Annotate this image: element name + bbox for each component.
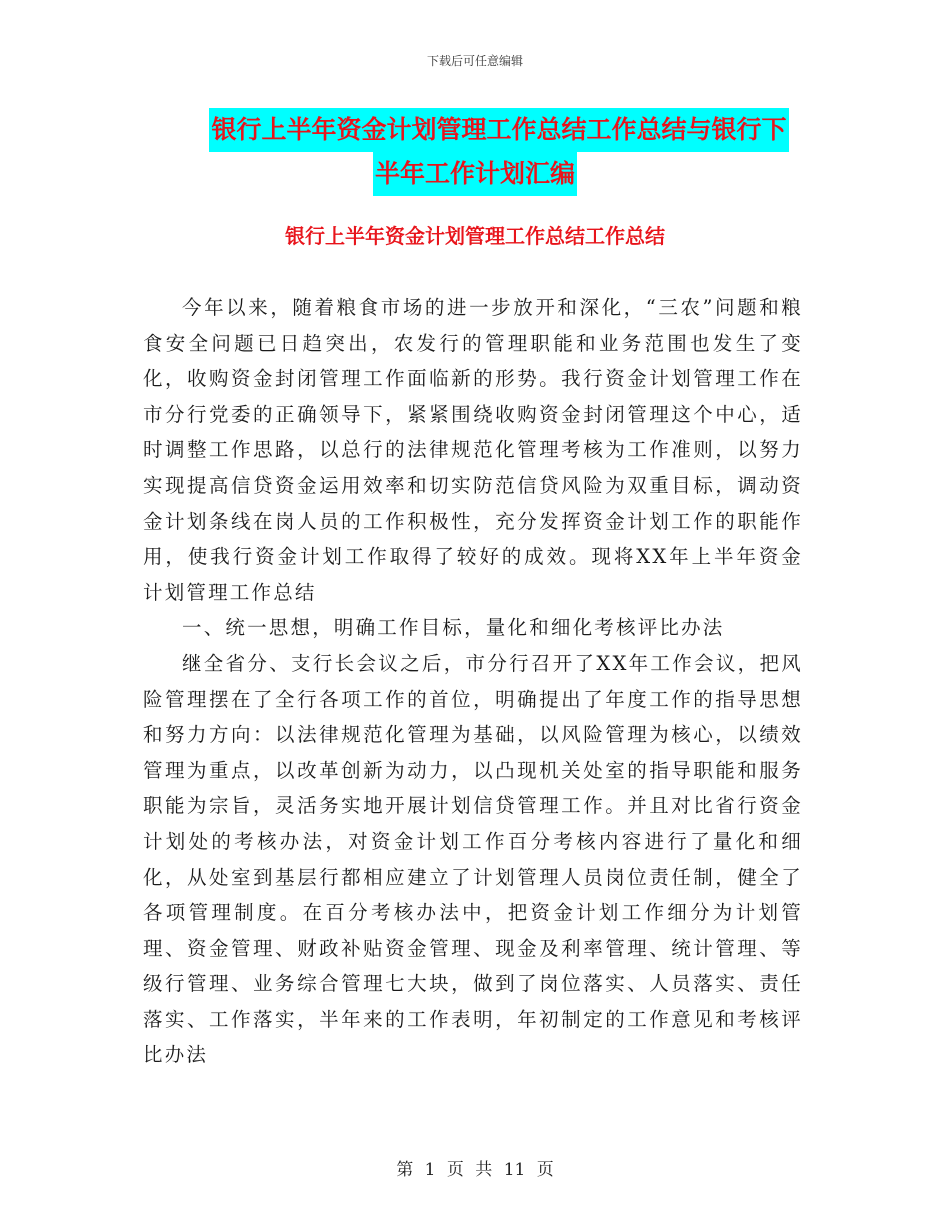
body-text	[143, 290, 803, 1073]
paragraph-heading-1: 一、统一思想，明确工作目标，量化和细化考核评比办法	[182, 616, 725, 640]
document-title-line-1: 银行上半年资金计划管理工作总结工作总结与银行下	[209, 108, 788, 152]
document-title	[0, 108, 950, 196]
page-footer: 第 1 页 共 11 页	[396, 1160, 554, 1180]
paragraph-intro: 今年以来，随着粮食市场的进一步放开和深化，“三农”问题和粮食安全问题已日趋突出，农发行的管理职能和业务范围也发生了变化，收购资金封闭管理工作面临新的形势。我行资金计划管理工作在市分行党委的正确领导下，紧紧围绕收购资金封闭管理这个中心，适时调整工作思路，以总行的法律规范化管理考核为工作准则，以努力实现提高信贷资金运用效率和切实防范信贷风险为双重目标，调动资金计划条线在岗人员的工作积极性，充分发挥资金计划工作的职能作用，使我行资金计划工作取得了较好的成效。现将XX年上半年资金计划管理工作总结	[143, 296, 803, 604]
section-title: 银行上半年资金计划管理工作总结工作总结	[285, 224, 665, 248]
paragraph-body-1: 继全省分、支行长会议之后，市分行召开了XX年工作会议，把风险管理摆在了全行各项工作的首位，明确提出了年度工作的指导思想和努力方向：以法律规范化管理为基础，以风险管理为核心，以绩效管理为重点，以改革创新为动力，以凸现机关处室的指导职能和服务职能为宗旨，灵活务实地开展计划信贷管理工作。并且对比省行资金计划处的考核办法，对资金计划工作百分考核内容进行了量化和细化，从处室到基层行都相应建立了计划管理人员岗位责任制，健全了各项管理制度。在百分考核办法中，把资金计划工作细分为计划管理、资金管理、财政补贴资金管理、现金及利率管理、统计管理、等级行管理、业务综合管理七大块，做到了岗位落实、人员落实、责任落实、工作落实，半年来的工作表明，年初制定的工作意见和考核评比办法	[143, 651, 803, 1067]
document-title-line-2: 半年工作计划汇编	[373, 152, 577, 196]
header-note: 下载后可任意编辑	[426, 54, 523, 68]
